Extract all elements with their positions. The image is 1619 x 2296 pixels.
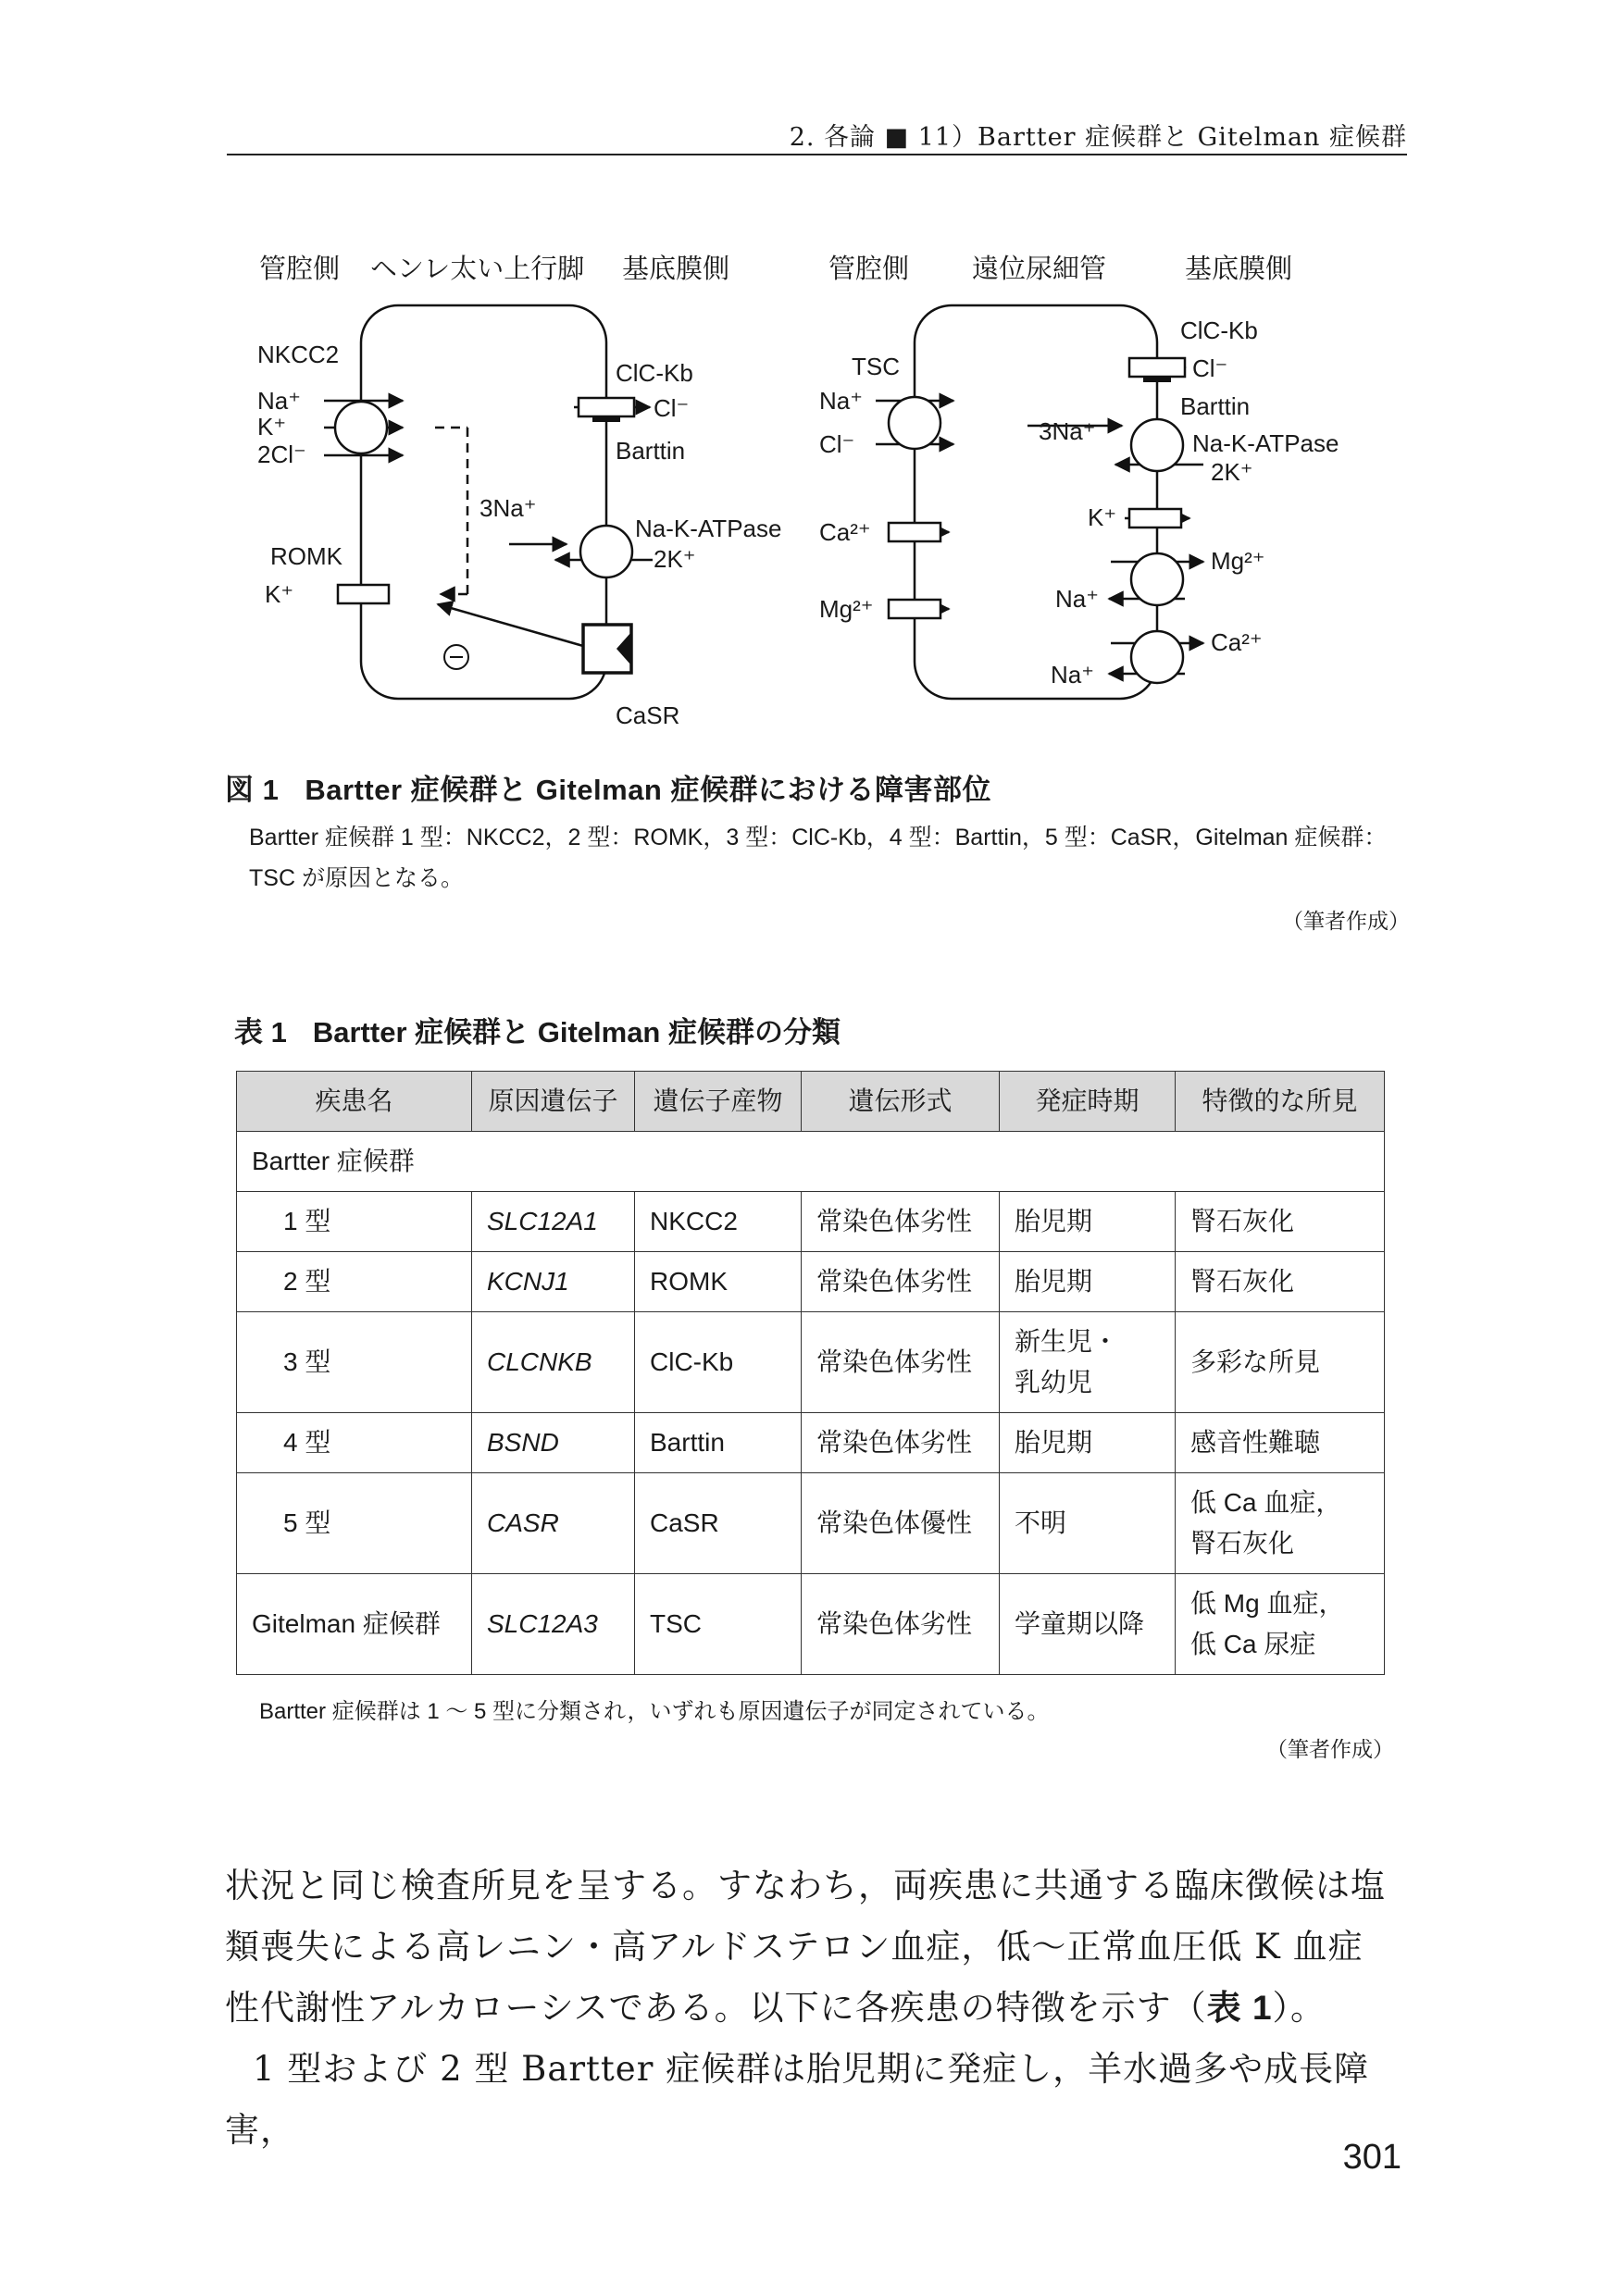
right-na-k-atpase-label: Na-K-ATPase bbox=[1192, 429, 1339, 457]
tsc-na-label: Na⁺ bbox=[819, 387, 863, 415]
body-line-3-pre: 性代謝性アルカローシスである。以下に各疾患の特徴を示す（ bbox=[225, 1988, 1207, 2028]
na-k-atpase-left bbox=[580, 526, 632, 577]
cell-disease: 2 型 bbox=[237, 1252, 472, 1312]
right-lumen-label: 管腔側 bbox=[828, 254, 910, 284]
right-3na-label: 3Na⁺ bbox=[1039, 417, 1096, 445]
cell-disease: Gitelman 症候群 bbox=[237, 1574, 472, 1675]
running-header bbox=[227, 113, 1407, 155]
table-title-text: Bartter 症候群と Gitelman 症候群の分類 bbox=[312, 1016, 841, 1049]
col-header-gene: 原因遺伝子 bbox=[472, 1072, 635, 1132]
cell-gene: KCNJ1 bbox=[472, 1252, 635, 1312]
cell-findings: 腎石灰化 bbox=[1176, 1252, 1385, 1312]
ca-exchanger bbox=[1131, 631, 1183, 683]
figure-number: 図 1 bbox=[225, 774, 280, 806]
tsc-transporter bbox=[889, 397, 940, 449]
cell-onset: 胎児期 bbox=[1000, 1192, 1176, 1252]
k-channel-right bbox=[1129, 509, 1181, 527]
right-barttin-label: Barttin bbox=[1180, 392, 1251, 420]
classification-table bbox=[236, 1071, 1385, 1675]
cell-onset: 学童期以降 bbox=[1000, 1574, 1176, 1675]
cell-gene: SLC12A1 bbox=[472, 1192, 635, 1252]
right-clckb-label: ClC-Kb bbox=[1180, 316, 1258, 344]
barttin-bar-right bbox=[1143, 377, 1171, 382]
right-basal-label: 基底膜側 bbox=[1185, 254, 1293, 284]
page-number: 301 bbox=[1342, 2138, 1401, 2177]
nkcc2-k-label: K⁺ bbox=[257, 413, 287, 441]
figure-description: Bartter 症候群 1 型：NKCC2，2 型：ROMK，3 型：ClC-Kb，4 型：Barttin，5 型：CaSR，Gitelman 症候群：TSC が原因となる。 bbox=[249, 825, 1388, 891]
left-lumen-label: 管腔側 bbox=[259, 254, 341, 284]
mg-channel bbox=[889, 600, 940, 618]
cell-disease: 3 型 bbox=[237, 1312, 472, 1413]
body-line-2: 類喪失による高レニン・高アルドステロン血症，低～正常血圧低 K 血症 bbox=[225, 1927, 1364, 1967]
ca-channel bbox=[889, 523, 940, 541]
na-in-label-1: Na⁺ bbox=[1055, 585, 1099, 613]
left-clckb-label: ClC-Kb bbox=[616, 359, 693, 387]
body-line-3-post: ）。 bbox=[1272, 1988, 1326, 2028]
romk-channel bbox=[338, 585, 389, 603]
cell-inheritance: 常染色体劣性 bbox=[802, 1413, 1000, 1473]
cell-inheritance: 常染色体劣性 bbox=[802, 1192, 1000, 1252]
table-reference: 表 1 bbox=[1206, 1989, 1273, 2027]
cell-onset: 不明 bbox=[1000, 1473, 1176, 1574]
table-row bbox=[237, 1252, 1385, 1312]
ca-in-label: Ca²⁺ bbox=[819, 518, 871, 546]
group-label: Bartter 症候群 bbox=[237, 1132, 1385, 1192]
clckb-channel-right bbox=[1129, 358, 1185, 377]
na-k-atpase-right bbox=[1131, 419, 1183, 471]
table-header-row bbox=[237, 1072, 1385, 1132]
cell-product: Barttin bbox=[635, 1413, 802, 1473]
table-title bbox=[234, 1009, 841, 1050]
cell-inheritance: 常染色体劣性 bbox=[802, 1574, 1000, 1675]
cell-findings: 低 Ca 血症， 腎石灰化 bbox=[1176, 1473, 1385, 1574]
figure-credit: （筆者作成） bbox=[1282, 909, 1410, 933]
table-row bbox=[237, 1312, 1385, 1413]
left-cl-label: Cl⁻ bbox=[654, 394, 690, 422]
nkcc2-transporter bbox=[335, 402, 387, 453]
cell-gene: CLCNKB bbox=[472, 1312, 635, 1413]
table-number: 表 1 bbox=[234, 1016, 287, 1049]
cell-onset: 胎児期 bbox=[1000, 1252, 1176, 1312]
body-line-4: 1 型および 2 型 Bartter 症候群は胎児期に発症し，羊水過多や成長障害， bbox=[225, 2049, 1370, 2150]
table-group-row bbox=[237, 1132, 1385, 1192]
mg-exchanger bbox=[1131, 553, 1183, 605]
col-header-product: 遺伝子産物 bbox=[635, 1072, 802, 1132]
mg-in-label: Mg²⁺ bbox=[819, 595, 874, 623]
cell-product: ROMK bbox=[635, 1252, 802, 1312]
casr-label: CaSR bbox=[616, 701, 680, 729]
barttin-bar-left bbox=[592, 416, 620, 422]
running-title: 2. 各論 ■ 11）Bartter 症候群と Gitelman 症候群 bbox=[789, 123, 1407, 152]
table-row bbox=[237, 1192, 1385, 1252]
mg-out-label: Mg²⁺ bbox=[1211, 547, 1265, 575]
table-row bbox=[237, 1574, 1385, 1675]
left-na-k-atpase-label: Na-K-ATPase bbox=[635, 515, 782, 542]
figure-title bbox=[225, 766, 1410, 808]
tsc-cl-label: Cl⁻ bbox=[819, 430, 855, 458]
na-in-label-2: Na⁺ bbox=[1051, 661, 1094, 689]
nkcc2-2cl-label: 2Cl⁻ bbox=[257, 441, 306, 468]
cell-gene: CASR bbox=[472, 1473, 635, 1574]
col-header-disease: 疾患名 bbox=[237, 1072, 472, 1132]
body-line-3 bbox=[225, 1978, 1410, 2039]
left-3na-label: 3Na⁺ bbox=[479, 494, 537, 522]
body-line-1: 状況と同じ検査所見を呈する。すなわち，両疾患に共通する臨床徴候は塩 bbox=[225, 1866, 1386, 1905]
nkcc2-na-label: Na⁺ bbox=[257, 387, 301, 415]
cell-findings: 感音性難聴 bbox=[1176, 1413, 1385, 1473]
right-cell-outline bbox=[915, 305, 1157, 699]
cell-product: NKCC2 bbox=[635, 1192, 802, 1252]
cell-product: CaSR bbox=[635, 1473, 802, 1574]
figure-1 bbox=[222, 250, 1416, 731]
romk-k-label: K⁺ bbox=[265, 580, 294, 608]
cell-findings: 多彩な所見 bbox=[1176, 1312, 1385, 1413]
cell-disease: 1 型 bbox=[237, 1192, 472, 1252]
table-credit: （筆者作成） bbox=[1266, 1737, 1394, 1761]
col-header-onset: 発症時期 bbox=[1000, 1072, 1176, 1132]
nkcc2-label: NKCC2 bbox=[257, 341, 340, 368]
table-row bbox=[237, 1413, 1385, 1473]
left-segment-label: ヘンレ太い上行脚 bbox=[370, 254, 585, 284]
cell-gene: BSND bbox=[472, 1413, 635, 1473]
cell-gene: SLC12A3 bbox=[472, 1574, 635, 1675]
right-segment-label: 遠位尿細管 bbox=[972, 254, 1107, 284]
table-note: Bartter 症候群は 1 ～ 5 型に分類され，いずれも原因遺伝子が同定されている。 bbox=[259, 1699, 1050, 1724]
romk-label: ROMK bbox=[270, 542, 342, 570]
clckb-channel-left bbox=[579, 398, 634, 416]
cell-product: TSC bbox=[635, 1574, 802, 1675]
cell-disease: 5 型 bbox=[237, 1473, 472, 1574]
tsc-label: TSC bbox=[852, 353, 900, 380]
right-cl-label: Cl⁻ bbox=[1192, 354, 1228, 382]
cell-product: ClC-Kb bbox=[635, 1312, 802, 1413]
left-2k-label: 2K⁺ bbox=[654, 545, 696, 573]
ca-out-label: Ca²⁺ bbox=[1211, 628, 1263, 656]
col-header-inheritance: 遺伝形式 bbox=[802, 1072, 1000, 1132]
right-k-label: K⁺ bbox=[1088, 503, 1117, 531]
left-barttin-label: Barttin bbox=[616, 437, 686, 465]
right-2k-label: 2K⁺ bbox=[1211, 458, 1253, 486]
cell-findings: 腎石灰化 bbox=[1176, 1192, 1385, 1252]
figure-caption bbox=[225, 766, 1410, 935]
cell-inheritance: 常染色体劣性 bbox=[802, 1252, 1000, 1312]
cell-inheritance: 常染色体劣性 bbox=[802, 1312, 1000, 1413]
table-row bbox=[237, 1473, 1385, 1574]
figure-title-text: Bartter 症候群と Gitelman 症候群における障害部位 bbox=[305, 774, 991, 806]
left-basal-label: 基底膜側 bbox=[622, 254, 730, 284]
col-header-findings: 特徴的な所見 bbox=[1176, 1072, 1385, 1132]
cell-findings: 低 Mg 血症， 低 Ca 尿症 bbox=[1176, 1574, 1385, 1675]
cell-onset: 新生児・ 乳幼児 bbox=[1000, 1312, 1176, 1413]
body-text bbox=[225, 1855, 1410, 2161]
cell-disease: 4 型 bbox=[237, 1413, 472, 1473]
cell-onset: 胎児期 bbox=[1000, 1413, 1176, 1473]
transport-diagram bbox=[222, 250, 1416, 731]
cell-inheritance: 常染色体優性 bbox=[802, 1473, 1000, 1574]
